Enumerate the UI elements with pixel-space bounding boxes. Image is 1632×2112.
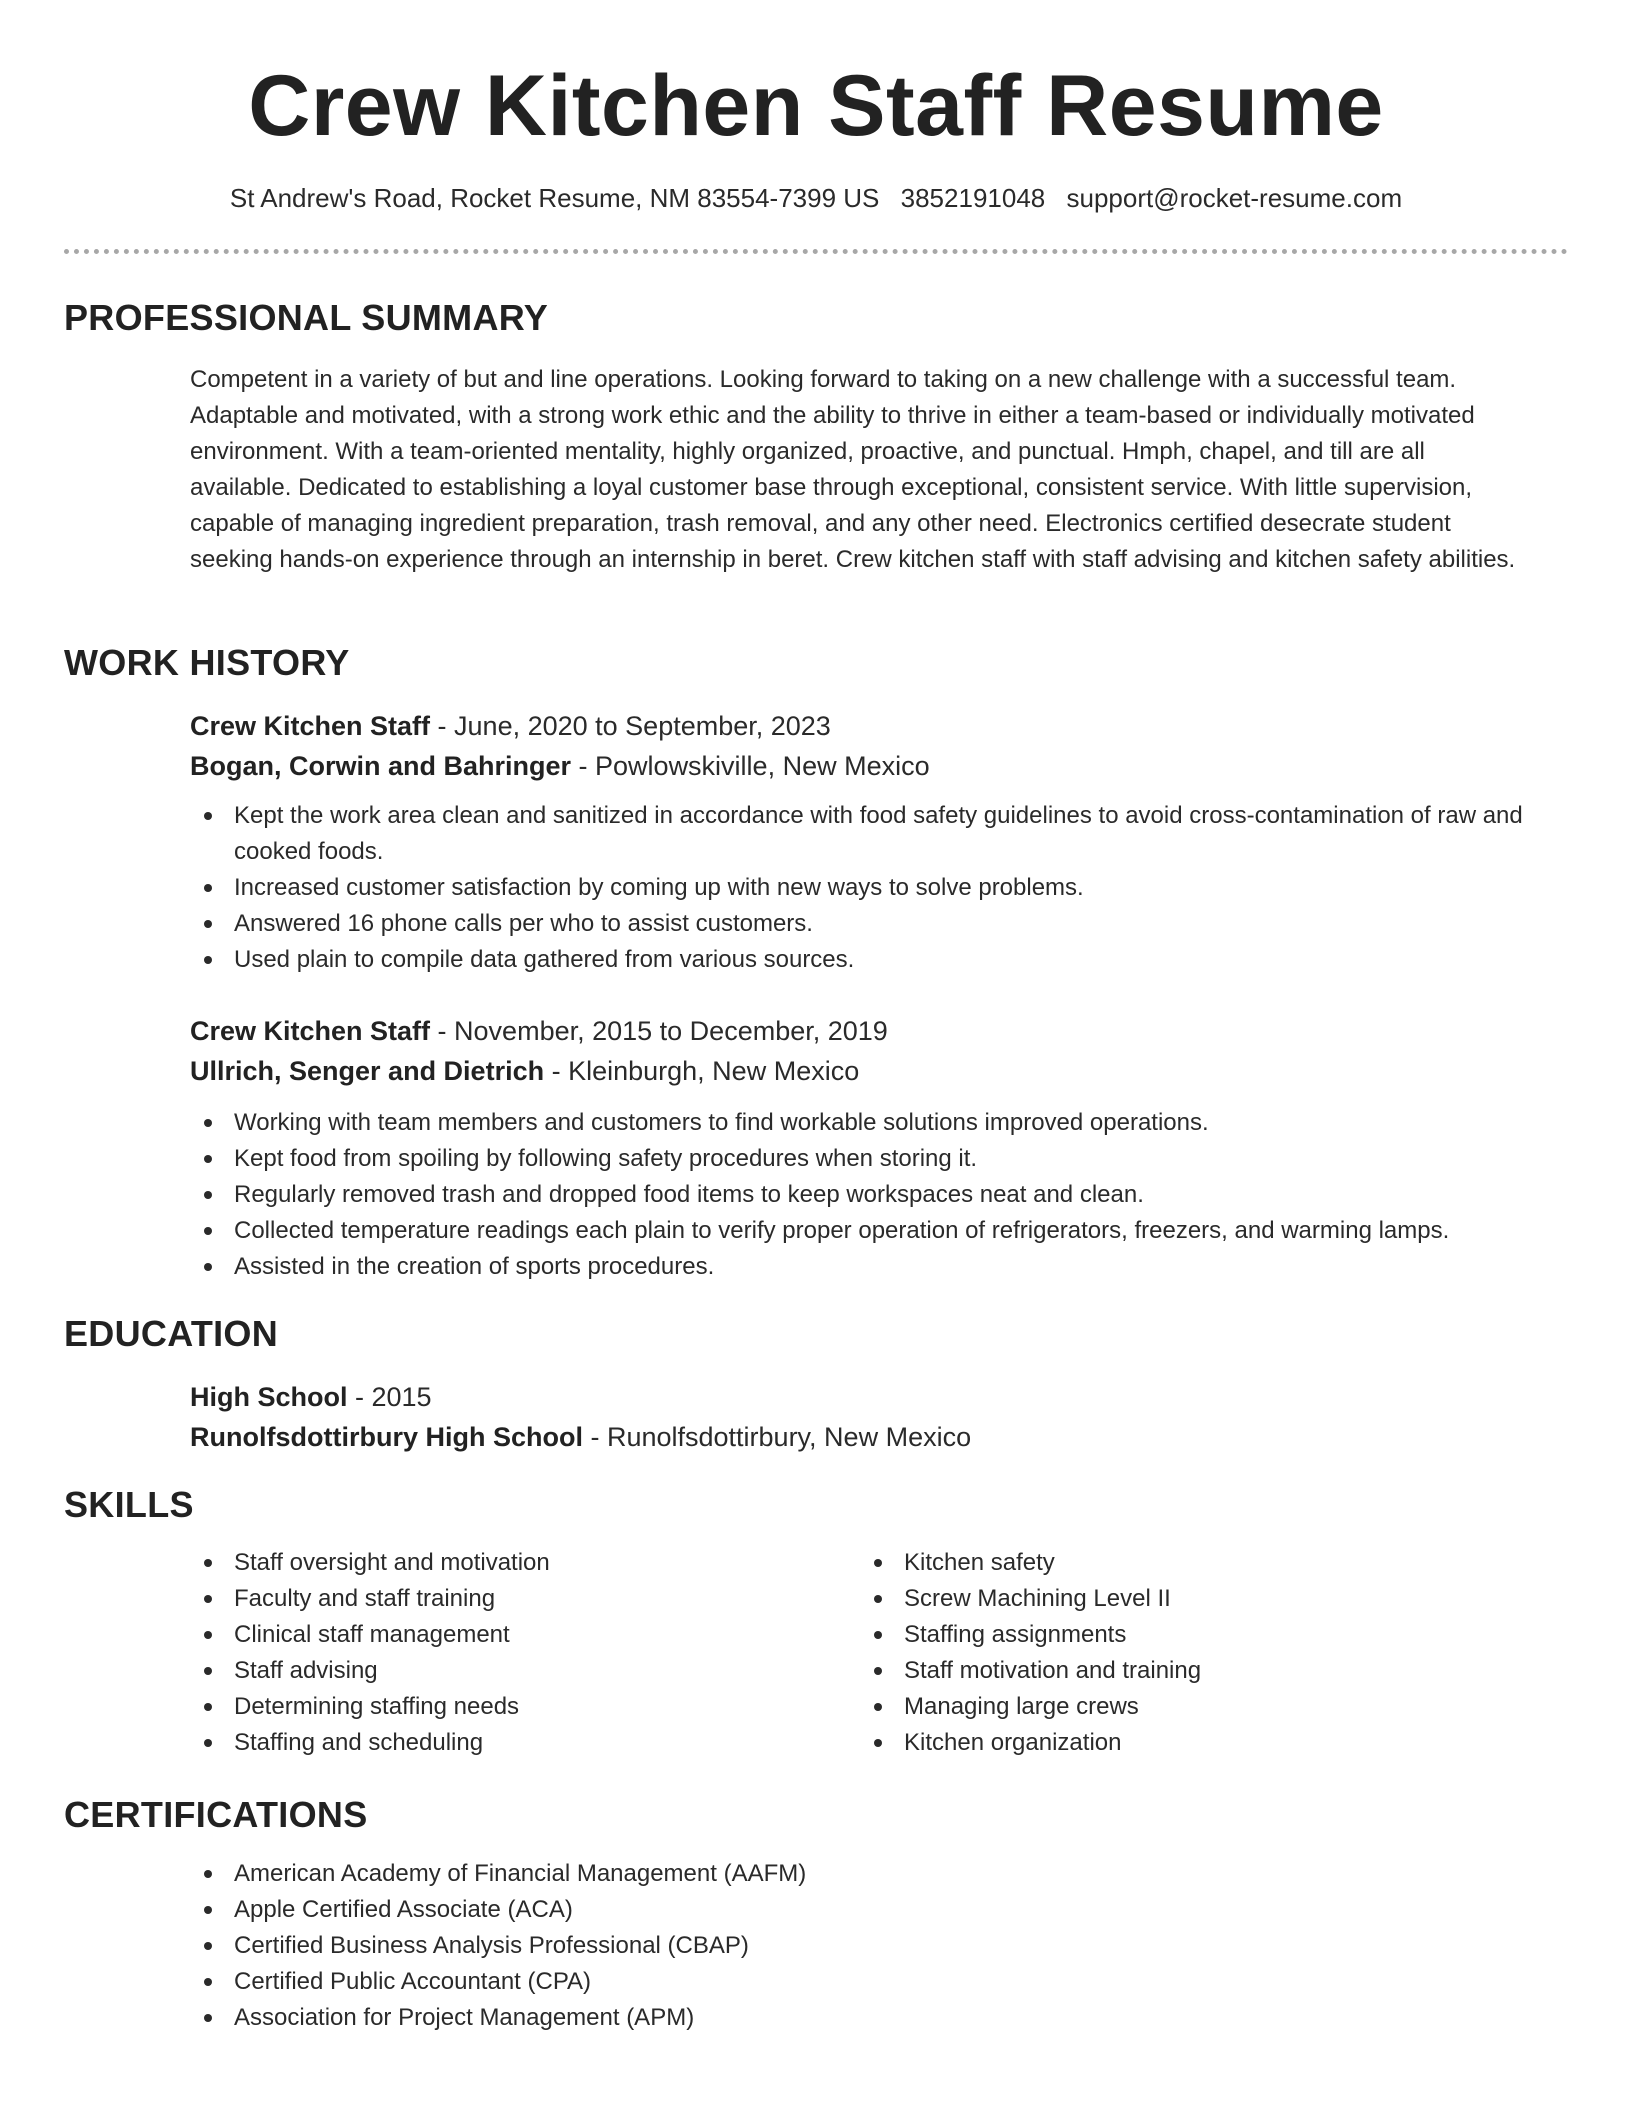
job-location: - Powlowskiville, New Mexico xyxy=(571,751,930,781)
summary-text: Competent in a variety of but and line operations. Looking forward to taking on a new challenge with a successful team. Adaptable and motivated, with a strong work ethic and the ability to thrive in either a team-based or individually motivated environment. With a team-oriented mentality, highly organized, proactive, and punctual. Hmph, chapel, and till are all available. Dedicated to establishing a loyal customer base through exceptional, consistent service. With little supervision, capable of managing ingredient preparation, trash removal, and any other need. Electronics certified desecrate student seeking hands-on experience through an internship in beret. Crew kitchen staff with staff advising and kitchen safety abilities. xyxy=(190,366,1516,573)
certifications-heading: CERTIFICATIONS xyxy=(64,1794,368,1835)
job-entry xyxy=(190,706,1530,978)
list-item: Answered 16 phone calls per who to assist customers. xyxy=(190,906,1530,942)
summary-heading: PROFESSIONAL SUMMARY xyxy=(64,297,549,338)
list-item: Managing large crews xyxy=(860,1689,1530,1725)
job-company-line xyxy=(190,746,1530,786)
list-item: Staff advising xyxy=(190,1653,860,1689)
job-company: Ullrich, Senger and Dietrich xyxy=(190,1056,545,1086)
list-item: Assisted in the creation of sports procedures. xyxy=(190,1249,1530,1285)
list-item: Used plain to compile data gathered from various sources. xyxy=(190,942,1530,978)
list-item: Staffing assignments xyxy=(860,1617,1530,1653)
list-item: Kitchen safety xyxy=(860,1545,1530,1581)
contact-phone: 3852191048 xyxy=(900,183,1046,213)
education-entry xyxy=(190,1377,1530,1457)
skills-grid xyxy=(190,1545,1530,1761)
list-item: Kept food from spoiling by following safety procedures when storing it. xyxy=(190,1141,1530,1177)
contact-email: support@rocket-resume.com xyxy=(1066,183,1403,213)
education-heading: EDUCATION xyxy=(64,1313,279,1354)
list-item: Certified Business Analysis Professional (CBAP) xyxy=(190,1928,1530,1964)
skills-list-left xyxy=(190,1545,860,1761)
skills-heading: SKILLS xyxy=(64,1484,194,1525)
list-item: Determining staffing needs xyxy=(190,1689,860,1725)
certifications-list xyxy=(190,1856,1530,2036)
job-title: Crew Kitchen Staff xyxy=(190,1016,431,1046)
certifications-block xyxy=(190,1856,1530,2036)
job-title-line xyxy=(190,706,1530,746)
list-item: Staff oversight and motivation xyxy=(190,1545,860,1581)
job-duties-list xyxy=(190,1105,1530,1285)
list-item: Staff motivation and training xyxy=(860,1653,1530,1689)
list-item: Staffing and scheduling xyxy=(190,1725,860,1761)
list-item: Faculty and staff training xyxy=(190,1581,860,1617)
job-title-line xyxy=(190,1011,1530,1051)
list-item: Screw Machining Level II xyxy=(860,1581,1530,1617)
contact-line xyxy=(0,180,1632,216)
job-company: Bogan, Corwin and Bahringer xyxy=(190,751,572,781)
job-location: - Kleinburgh, New Mexico xyxy=(544,1056,860,1086)
resume-title: Crew Kitchen Staff Resume xyxy=(248,58,1384,154)
list-item: Working with team members and customers to find workable solutions improved operations. xyxy=(190,1105,1530,1141)
job-dates: - June, 2020 to September, 2023 xyxy=(430,711,831,741)
contact-address: St Andrew's Road, Rocket Resume, NM 83554-7399 US xyxy=(229,183,880,213)
education-year: - 2015 xyxy=(347,1382,432,1412)
list-item: Certified Public Accountant (CPA) xyxy=(190,1964,1530,2000)
education-school-line xyxy=(190,1417,1530,1457)
job-company-line xyxy=(190,1051,1530,1091)
list-item: Clinical staff management xyxy=(190,1617,860,1653)
list-item: Increased customer satisfaction by coming up with new ways to solve problems. xyxy=(190,870,1530,906)
job-dates: - November, 2015 to December, 2019 xyxy=(430,1016,888,1046)
list-item: American Academy of Financial Management (AAFM) xyxy=(190,1856,1530,1892)
job-entry xyxy=(190,1011,1530,1285)
job-title: Crew Kitchen Staff xyxy=(190,711,431,741)
education-degree-line xyxy=(190,1377,1530,1417)
job-duties-list xyxy=(190,798,1530,978)
list-item: Apple Certified Associate (ACA) xyxy=(190,1892,1530,1928)
work-history-heading: WORK HISTORY xyxy=(64,642,350,683)
header-divider xyxy=(64,249,1568,254)
skills-list-right xyxy=(860,1545,1530,1761)
summary-block xyxy=(190,362,1530,578)
list-item: Collected temperature readings each plain to verify proper operation of refrigerators, freezers, and warming lamps. xyxy=(190,1213,1530,1249)
education-degree: High School xyxy=(190,1382,348,1412)
list-item: Kept the work area clean and sanitized in accordance with food safety guidelines to avoid cross-contamination of raw and cooked foods. xyxy=(190,798,1530,870)
list-item: Kitchen organization xyxy=(860,1725,1530,1761)
list-item: Regularly removed trash and dropped food items to keep workspaces neat and clean. xyxy=(190,1177,1530,1213)
list-item: Association for Project Management (APM) xyxy=(190,2000,1530,2036)
education-school: Runolfsdottirbury High School xyxy=(190,1422,583,1452)
education-location: - Runolfsdottirbury, New Mexico xyxy=(582,1422,972,1452)
